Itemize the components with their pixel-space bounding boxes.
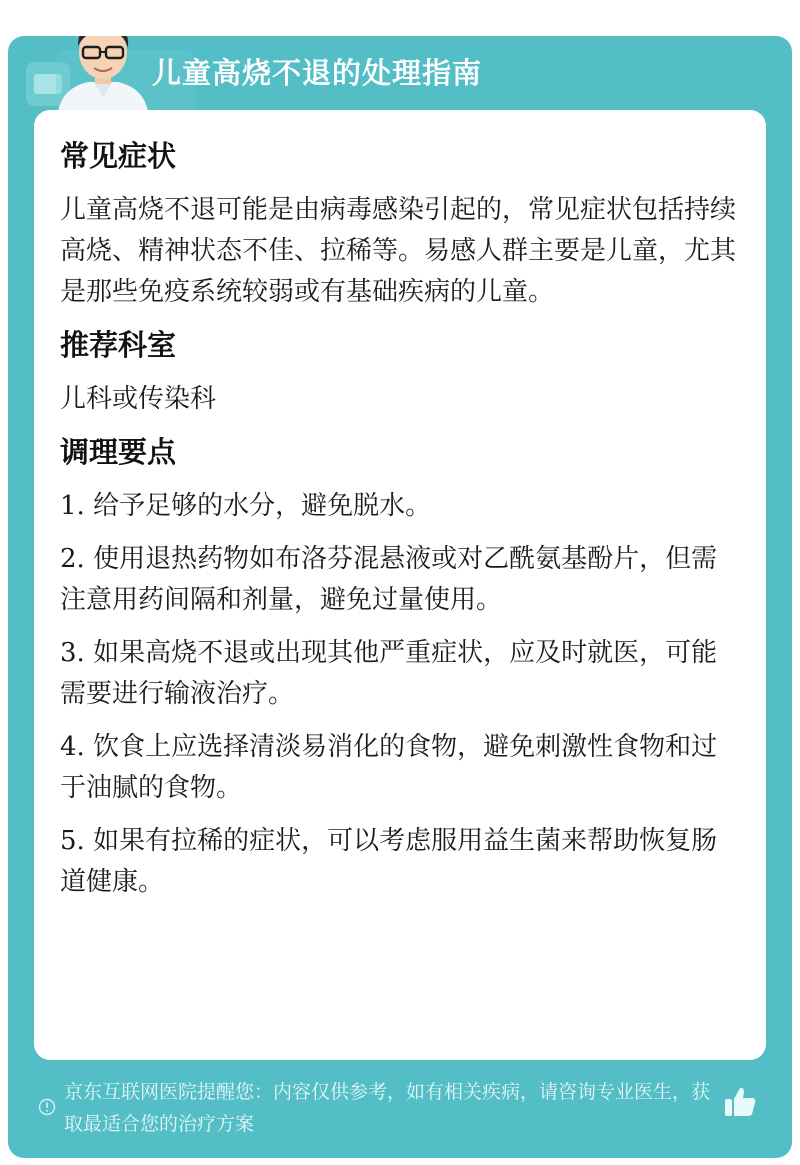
department-text: 儿科或传染科 bbox=[60, 384, 217, 414]
page-title: 儿童高烧不退的处理指南 bbox=[152, 56, 483, 90]
thumbs-up-icon[interactable] bbox=[722, 1084, 758, 1120]
list-item-number: 3. bbox=[60, 638, 85, 668]
list-item-number: 5. bbox=[60, 826, 85, 856]
list-item-number: 4. bbox=[60, 732, 85, 762]
symptoms-text: 儿童高烧不退可能是由病毒感染引起的，常见症状包括持续高烧、精神状态不佳、拉稀等。易感人群主要是儿童，尤其是那些免疫系统较弱或有基础疾病的儿童。 bbox=[60, 195, 737, 307]
list-item bbox=[60, 727, 740, 809]
list-item-text: 如果高烧不退或出现其他严重症状，应及时就医，可能需要进行输液治疗。 bbox=[60, 638, 718, 709]
content-panel bbox=[34, 110, 766, 1060]
list-item bbox=[60, 539, 740, 621]
list-item-number: 1. bbox=[60, 491, 85, 521]
list-item-text: 给予足够的水分，避免脱水。 bbox=[93, 491, 432, 521]
list-item-text: 如果有拉稀的症状，可以考虑服用益生菌来帮助恢复肠道健康。 bbox=[60, 826, 718, 897]
list-item-text: 使用退热药物如布洛芬混悬液或对乙酰氨基酚片，但需注意用药间隔和剂量，避免过量使用。 bbox=[60, 544, 718, 615]
doctor-avatar-icon bbox=[48, 36, 158, 112]
list-item bbox=[60, 486, 740, 527]
list-item bbox=[60, 633, 740, 715]
list-item bbox=[60, 821, 740, 903]
disclaimer-text: 京东互联网医院提醒您：内容仅供参考，如有相关疾病，请咨询专业医生，获取最适合您的治疗方案 bbox=[64, 1081, 711, 1135]
section-title-care: 调理要点 bbox=[60, 435, 177, 469]
info-icon bbox=[38, 1098, 56, 1116]
section-title-symptoms: 常见症状 bbox=[60, 139, 177, 173]
disclaimer-footer bbox=[34, 1070, 766, 1150]
list-item-text: 饮食上应选择清淡易消化的食物，避免刺激性食物和过于油腻的食物。 bbox=[60, 732, 718, 803]
guide-card bbox=[8, 36, 792, 1158]
section-title-department: 推荐科室 bbox=[60, 328, 177, 362]
list-item-number: 2. bbox=[60, 544, 85, 574]
